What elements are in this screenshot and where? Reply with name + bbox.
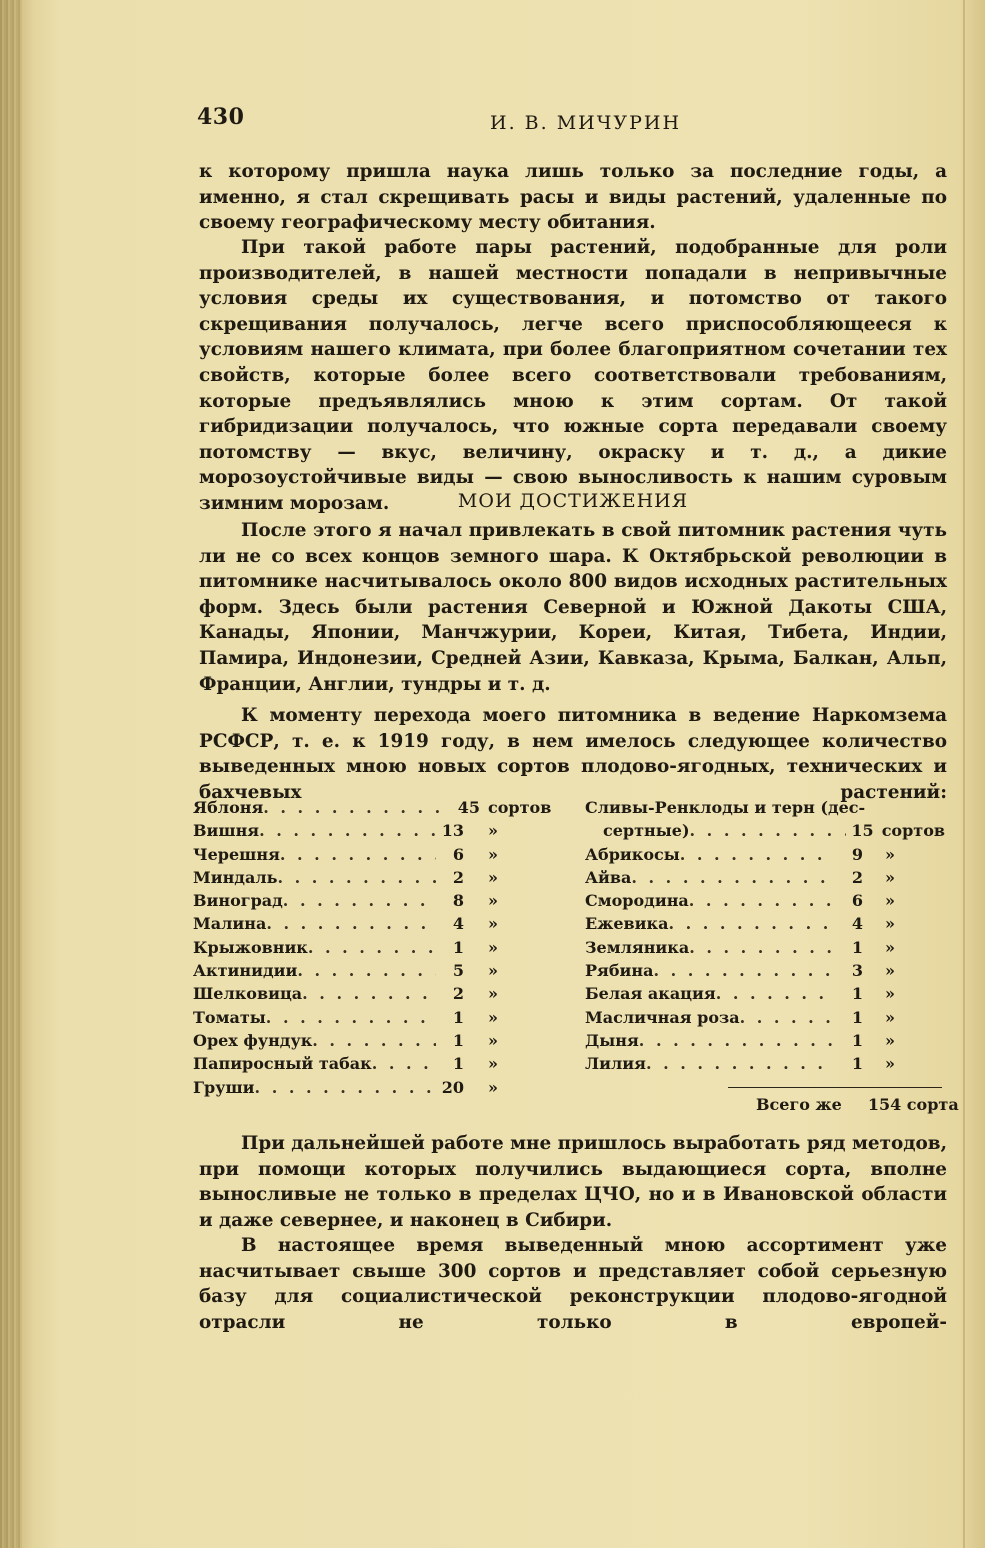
variety-unit: сортов — [488, 798, 552, 817]
variety-row — [585, 889, 945, 912]
total-label: Всего же — [756, 1095, 842, 1114]
variety-name: Орех фундук — [193, 1030, 313, 1050]
variety-unit: » — [885, 914, 895, 934]
paragraph-varieties-intro: К моменту перехода моего питомника в ведение Наркомзема РСФСР, т. е. к 1919 году, в нем имелось следующее количество выведенных мною новых сортов плодово-ягодных, технических и бахчевых растений: — [199, 705, 947, 803]
variety-row — [193, 889, 563, 912]
variety-unit: » — [488, 867, 498, 887]
variety-row — [585, 912, 945, 935]
variety-row — [193, 982, 563, 1005]
variety-qty: 1 — [452, 1054, 464, 1074]
variety-unit: » — [488, 984, 498, 1004]
variety-name: Масличная роза — [585, 1007, 740, 1027]
variety-qty: 6 — [851, 891, 863, 911]
variety-row — [585, 1052, 945, 1075]
variety-qty: 13 — [441, 821, 464, 841]
variety-row — [585, 1006, 945, 1029]
variety-row — [193, 843, 563, 866]
variety-name: Абрикосы — [585, 844, 680, 864]
variety-row — [193, 1006, 563, 1029]
variety-name: Томаты — [193, 1007, 266, 1027]
variety-qty: 1 — [851, 984, 863, 1004]
variety-unit: » — [885, 891, 895, 911]
variety-name: Шелковица — [193, 984, 303, 1004]
variety-row — [193, 819, 563, 842]
variety-unit: сортов — [881, 821, 945, 841]
variety-qty: 2 — [452, 867, 464, 887]
variety-name: Виноград — [193, 891, 283, 911]
variety-qty: 4 — [452, 914, 464, 934]
variety-name: Черешня — [193, 844, 280, 864]
total-rule — [728, 1087, 942, 1088]
paragraph-hybridization: При такой работе пары растений, подобранные для роли производителей, в нашей местности попадали в непривычные условия среды их существования, и потомство от такого скрещивания получалось, легче всего приспособляющееся к условиям нашего климата, при более благоприятном сочетании тех свойств, которые более всего соответствовали требованиям, которые предъявлялись мною к этим сортам. От такой гибридизации получалось, что южные сорта передавали своему потомству — вкус, величину, окраску и т. д., а дикие морозоустойчивые виды — свою выносливость к нашим суровым зимним морозам. — [199, 237, 947, 514]
variety-name: Ежевика — [585, 914, 669, 934]
variety-row-heading — [585, 796, 945, 819]
total-value: 154 сорта — [867, 1095, 959, 1114]
variety-qty: 6 — [452, 844, 464, 864]
variety-unit: » — [488, 1077, 498, 1097]
variety-name: Айва — [585, 867, 632, 887]
variety-qty: 3 — [851, 961, 863, 981]
variety-row — [193, 1029, 563, 1052]
variety-unit: » — [488, 891, 498, 911]
variety-row — [585, 843, 945, 866]
variety-name: Яблоня — [193, 798, 264, 817]
paragraph-methods: При дальнейшей работе мне пришлось выработать ряд методов, при помощи которых получились выдающиеся сорта, вполне выносливые не только в пределах ЦЧО, но и в Ивановской области и даже севернее, и наконец в Сибири. — [199, 1133, 947, 1231]
variety-name: Лилия — [585, 1054, 646, 1074]
variety-qty: 1 — [452, 1030, 464, 1050]
variety-unit: » — [488, 844, 498, 864]
varieties-table-right — [585, 796, 945, 1076]
variety-unit: » — [488, 914, 498, 934]
section-heading: МОИ ДОСТИЖЕНИЯ — [457, 490, 689, 512]
variety-unit: » — [885, 937, 895, 957]
variety-name: Папиросный табак — [193, 1054, 372, 1074]
variety-qty: 1 — [452, 937, 464, 957]
variety-unit: » — [885, 1030, 895, 1050]
variety-unit: » — [488, 1030, 498, 1050]
variety-row — [193, 1052, 563, 1075]
page-edge-line — [963, 0, 965, 1548]
variety-unit: » — [885, 844, 895, 864]
variety-name: Дыня — [585, 1030, 639, 1050]
variety-qty: 1 — [452, 1007, 464, 1027]
variety-name: Актинидии — [193, 961, 298, 981]
variety-row — [193, 936, 563, 959]
variety-qty: 2 — [452, 984, 464, 1004]
variety-qty: 15 — [851, 821, 874, 841]
variety-name: Земляника — [585, 937, 690, 957]
paragraph-continuation: к которому пришла наука лишь только за последние годы, а именно, я стал скрещивать расы и виды растений, удаленные по своему географическому месту обитания. — [199, 161, 947, 234]
variety-unit: » — [488, 1054, 498, 1074]
variety-qty: 1 — [851, 1054, 863, 1074]
variety-name: Вишня — [193, 821, 260, 841]
varieties-table-left — [193, 796, 563, 1099]
variety-name: сертные) — [603, 821, 690, 841]
variety-unit: » — [488, 1007, 498, 1027]
variety-qty: 5 — [452, 961, 464, 981]
variety-row — [193, 912, 563, 935]
variety-qty: 1 — [851, 937, 863, 957]
variety-qty: 1 — [851, 1030, 863, 1050]
variety-unit: » — [885, 1054, 895, 1074]
variety-unit: » — [488, 961, 498, 981]
variety-row — [193, 796, 563, 819]
variety-unit: » — [885, 867, 895, 887]
variety-name-line1: Сливы-Ренклоды и терн (дес- — [585, 798, 866, 817]
variety-qty: 1 — [851, 1007, 863, 1027]
varieties-total — [756, 1095, 959, 1114]
variety-name: Миндаль — [193, 867, 278, 887]
variety-row — [585, 982, 945, 1005]
variety-row — [193, 959, 563, 982]
variety-row — [193, 866, 563, 889]
book-spine-edge — [0, 0, 22, 1548]
variety-name: Крыжовник — [193, 937, 308, 957]
variety-unit: » — [885, 1007, 895, 1027]
variety-name: Смородина — [585, 891, 689, 911]
variety-row — [585, 936, 945, 959]
variety-name: Малина — [193, 914, 267, 934]
variety-row — [193, 1076, 563, 1099]
page-number: 430 — [197, 104, 245, 130]
variety-qty: 45 — [457, 798, 480, 817]
variety-row — [585, 959, 945, 982]
variety-row — [585, 866, 945, 889]
variety-row — [585, 819, 945, 842]
variety-name: Белая акация — [585, 984, 716, 1004]
paragraph-collection: После этого я начал привлекать в свой питомник растения чуть ли не со всех концов земного шара. К Октябрьской революции в питомнике насчитывалось около 800 видов исходных растительных форм. Здесь были растения Северной и Южной Дакоты США, Канады, Японии, Манчжурии, Кореи, Китая, Тибета, Индии, Памира, Индонезии, Средней Азии, Кавказа, Крыма, Балкан, Альп, Франции, Англии, тундры и т. д. — [199, 520, 947, 695]
variety-qty: 20 — [441, 1077, 464, 1097]
variety-name: Рябина — [585, 961, 654, 981]
variety-name: Груши — [193, 1077, 255, 1097]
variety-qty: 9 — [851, 844, 863, 864]
variety-qty: 4 — [851, 914, 863, 934]
variety-row — [585, 1029, 945, 1052]
variety-unit: » — [488, 821, 498, 841]
variety-qty: 8 — [452, 891, 464, 911]
variety-unit: » — [885, 984, 895, 1004]
variety-unit: » — [488, 937, 498, 957]
variety-unit: » — [885, 961, 895, 981]
variety-qty: 2 — [851, 867, 863, 887]
paragraph-assortment: В настоящее время выведенный мною ассортимент уже насчитывает свыше 300 сортов и представляет собой серьезную базу для социалистической реконструкции плодово-ягодной отрасли не только в европей- — [199, 1235, 947, 1333]
running-head: И. В. МИЧУРИН — [490, 112, 682, 134]
